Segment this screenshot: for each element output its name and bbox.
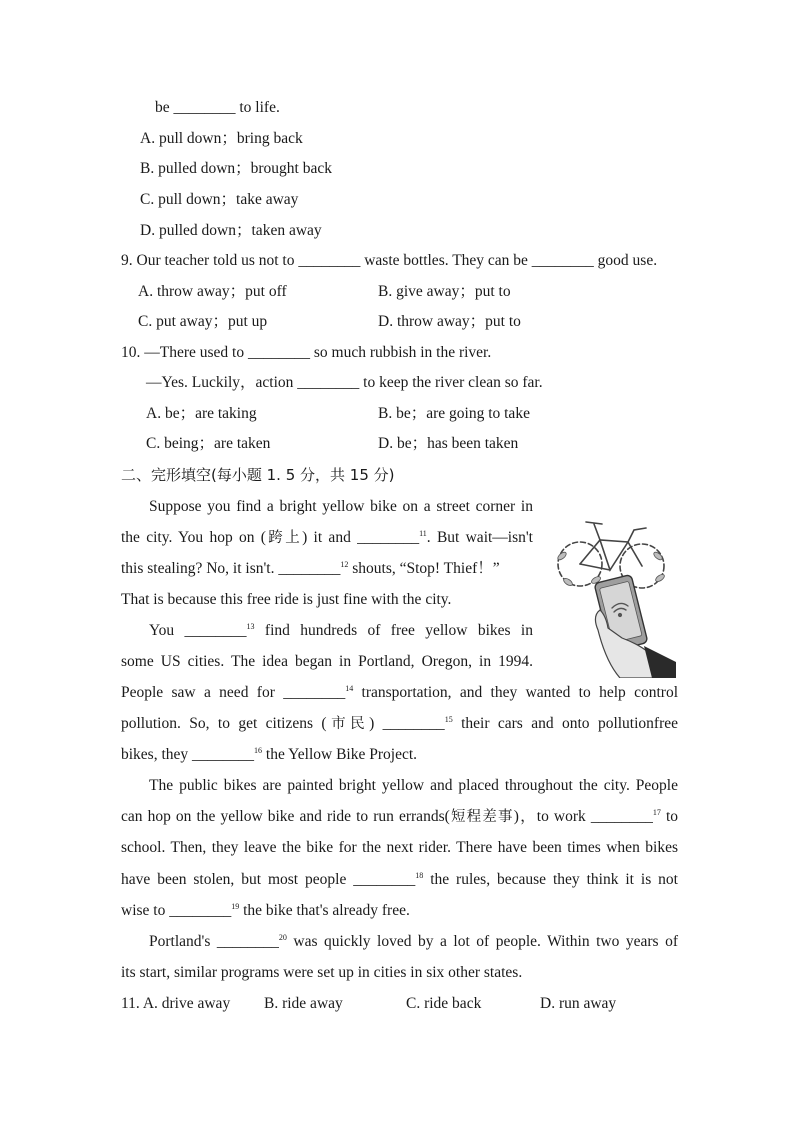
q9-option-c: C. put away；put up: [138, 313, 268, 330]
blank-number-20: 20: [278, 933, 287, 942]
passage-p3-line5: wise to ________$^{19}$ the bike that's already free.: [121, 902, 410, 919]
blank-number-12: 12: [340, 560, 349, 569]
passage-p1-line4: That is because this free ride is just fine with the city.: [121, 591, 452, 608]
q10-option-a: A. be；are taking: [146, 405, 257, 422]
passage-p3-line1: The public bikes are painted bright yellow and placed throughout the city. People: [149, 777, 678, 794]
q11-option-a: 11. A. drive away: [121, 995, 231, 1012]
blank-number-13: 13: [246, 622, 255, 631]
passage-p1-line1: Suppose you find a bright yellow bike on a street corner in: [149, 498, 533, 515]
q10-stem-line1: 10. —There used to ________ so much rubbish in the river.: [121, 344, 492, 361]
q10-option-c: C. being；are taken: [146, 435, 271, 452]
blank-number-15: 15: [444, 715, 453, 724]
passage-p2-line3: People saw a need for ________$^{14}$ transportation, and they wanted to help control: [121, 684, 679, 701]
blank-number-17: 17: [652, 808, 661, 817]
blank-number-18: 18: [415, 871, 424, 880]
q11-option-d: D. run away: [540, 995, 617, 1012]
q10-option-d: D. be；has been taken: [378, 435, 519, 452]
passage-p3-line3: school. Then, they leave the bike for the next rider. There have been times when bikes: [121, 839, 678, 856]
passage-p4-line1: Portland's ________$^{20}$ was quickly loved by a lot of people. Within two years of: [149, 933, 678, 950]
passage-p3-line4: have been stolen, but most people ________$^{18}$ the rules, because they think it is not: [121, 871, 678, 888]
blank-number-16: 16: [254, 746, 263, 755]
blank-number-14: 14: [345, 684, 354, 693]
passage-p2-line5: bikes, they ________$^{16}$ the Yellow Bike Project.: [121, 746, 418, 763]
passage-p3-line2: can hop on the yellow bike and ride to run errands(短程差事)，to work ________$^{17}$ to: [121, 808, 679, 825]
passage-p1-line3: this stealing? No, it isn't. ________$^{12}$ shouts, “Stop! Thief！”: [121, 560, 500, 577]
passage-p4-line2: its start, similar programs were set up in cities in six other states.: [121, 964, 523, 981]
blank-number-11: 11: [419, 529, 427, 538]
q8-option-a: A. pull down；bring back: [140, 130, 303, 147]
q11-option-b: B. ride away: [264, 995, 343, 1012]
passage-p2-line2: some US cities. The idea began in Portland, Oregon, in 1994.: [121, 653, 533, 670]
blank-number-19: 19: [231, 902, 240, 911]
passage-p2-line1: You ________$^{13}$ find hundreds of free yellow bikes in: [149, 622, 533, 639]
q9-option-d: D. throw away；put to: [378, 313, 521, 330]
q9-stem: 9. Our teacher told us not to ________ waste bottles. They can be ________ good use.: [121, 252, 658, 269]
q10-stem-line2: —Yes. Luckily，action ________ to keep the river clean so far.: [146, 374, 543, 391]
bike-and-smartphone-illustration: [548, 512, 676, 678]
bike-icon: [558, 522, 664, 588]
section-heading: 二、完形填空(每小题 1. 5 分，共 15 分): [121, 466, 395, 484]
q8-option-c: C. pull down；take away: [140, 191, 299, 208]
passage-p1-line2: the city. You hop on (跨上) it and ________$^{11}$. But wait—isn't: [121, 529, 533, 546]
q9-option-b: B. give away；put to: [378, 283, 511, 300]
passage-p2-line4: pollution. So, to get citizens (市民) ________$^{15}$ their cars and onto pollutionfree: [121, 715, 679, 732]
q9-option-a: A. throw away；put off: [138, 283, 287, 300]
q11-option-c: C. ride back: [406, 995, 482, 1012]
q8-option-d: D. pulled down；taken away: [140, 222, 322, 239]
q8-option-b: B. pulled down；brought back: [140, 160, 333, 177]
q10-option-b: B. be；are going to take: [378, 405, 530, 422]
q8-stem-tail: be ________ to life.: [155, 99, 280, 116]
